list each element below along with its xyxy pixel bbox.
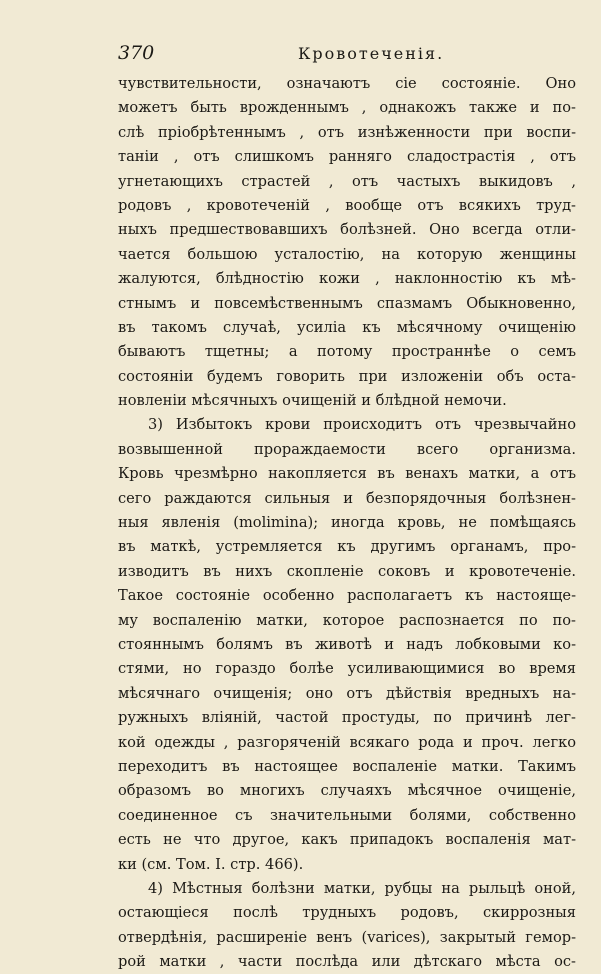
text-line: жалуются, блѣдностію кожи , наклонностію къ мѣ- [118, 270, 576, 288]
text-line: Кровь чрезмѣрно накопляется въ венахъ матки, а отъ [118, 465, 576, 483]
text-line: му воспаленію матки, которое распознается по по- [118, 611, 576, 629]
text-line: возвышенной прораждаемости всего организма. [118, 440, 576, 458]
text-line: таніи , отъ слишкомъ ранняго сладострастія , отъ [118, 148, 576, 166]
text-line: въ маткѣ, устремляется къ другимъ органамъ, про- [118, 538, 576, 556]
text-line: есть не что другое, какъ припадокъ воспаленія мат- [118, 831, 576, 849]
text-line: сего раждаются сильныя и безпорядочныя болѣзнен- [118, 489, 576, 507]
text-line: остающіеся послѣ трудныхъ родовъ, скиррозныя [118, 904, 576, 922]
text-line: 4) Мѣстныя болѣзни матки, рубцы на рыльцѣ оной, [148, 879, 576, 897]
text-line: стояннымъ болямъ въ животѣ и надъ лобковыми ко- [118, 635, 576, 653]
text-line: родовъ , кровотеченій , вообще отъ всякихъ труд- [118, 196, 576, 214]
text-line: кой одежды , разгоряченій всякаго рода и проч. легко [118, 733, 576, 751]
text-line: отвердѣнія, расширеніе венъ (varices), закрытый гемор- [118, 928, 576, 946]
text-line: стнымъ и повсемѣственнымъ спазмамъ Обыкновенно, [118, 294, 576, 312]
running-head [118, 42, 576, 64]
text-line: чается большою усталостію, на которую женщины [118, 245, 576, 263]
text-line: стями, но гораздо болѣе усиливающимися во время [118, 660, 576, 678]
text-line: рой матки , части послѣда или дѣтскаго мѣста ос- [118, 953, 576, 971]
text-line: изводитъ въ нихъ скопленіе соковъ и кровотеченіе. [118, 562, 576, 580]
text-line: чувствительности, означаютъ сіе состояніе. Оно [118, 75, 576, 92]
body-text [118, 72, 576, 974]
text-line: въ такомъ случаѣ, усиліа къ мѣсячному очищенію [118, 318, 576, 336]
page-number: 370 [118, 42, 155, 64]
text-line: состояніи будемъ говорить при изложеніи объ оста- [118, 367, 576, 385]
text-line: слѣ пріобрѣтеннымъ , отъ изнѣженности при воспи- [118, 123, 576, 141]
text-line: ружныхъ вліяній, частой простуды, по причинѣ лег- [118, 709, 576, 727]
text-line: ныхъ предшествовавшихъ болѣзней. Оно всегда отли- [118, 221, 576, 239]
text-line: 3) Избытокъ крови происходитъ отъ чрезвычайно [148, 416, 576, 434]
text-line: образомъ во многихъ случаяхъ мѣсячное очищеніе, [118, 782, 576, 800]
text-line: соединенное съ значительными болями, собственно [118, 806, 576, 824]
text-line: угнетающихъ страстей , отъ частыхъ выкидовъ , [118, 172, 576, 190]
text-line: ки (см. Том. I. стр. 466). [118, 855, 304, 873]
text-line: ныя явленія (molimina); иногда кровь, не помѣщаясь [118, 514, 576, 532]
text-line: можетъ быть врожденнымъ , однакожъ также и по- [118, 99, 576, 117]
text-line: переходитъ въ настоящее воспаленіе матки. Такимъ [118, 757, 576, 775]
running-title: Кровотеченія. [298, 44, 445, 63]
text-line: мѣсячнаго очищенія; оно отъ дѣйствія вредныхъ на- [118, 684, 576, 702]
text-line: новленіи мѣсячныхъ очищеній и блѣдной немочи. [118, 392, 507, 410]
text-line: Такое состояніе особенно располагаетъ къ настояще- [118, 587, 576, 605]
text-line: бываютъ тщетны; а потому пространнѣе о семъ [118, 343, 576, 361]
